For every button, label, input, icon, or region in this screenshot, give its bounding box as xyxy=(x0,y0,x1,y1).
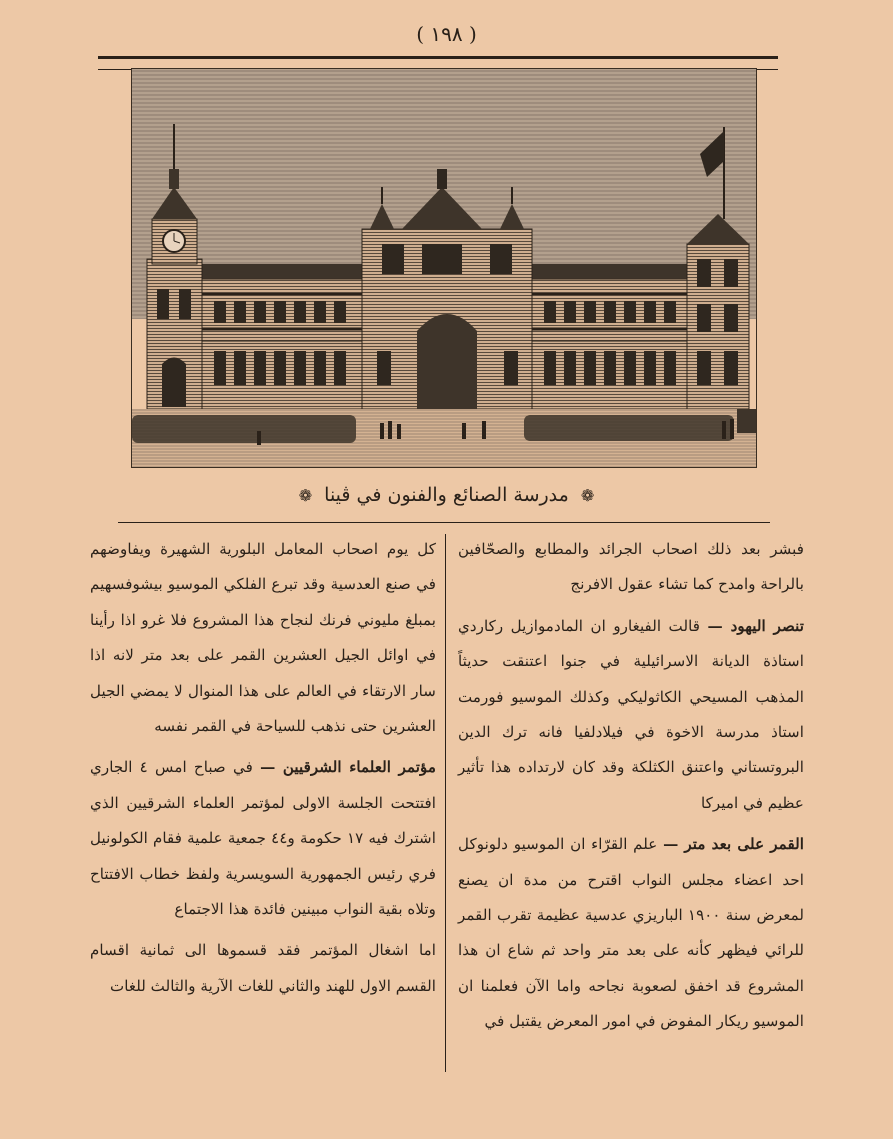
paragraph xyxy=(90,532,436,744)
caption-text: مدرسة الصنائع والفنون في ڤينا xyxy=(324,484,569,506)
paragraph-lead: تنصر اليهود — xyxy=(707,616,804,635)
paragraph xyxy=(458,532,804,603)
paragraph-text: في صباح امس ٤ الجاري افتتحت الجلسة الاولى لمؤتمر العلماء الشرقيين الذي اشترك فيه ١٧ حكومة و٤٤ جمعية علمية فقام الكولونيل فري رئيس الجمهورية السويسرية ولفظ خطاب الافتتاح وتلاه بقية النواب مبينين فائدة هذا الاجتماع xyxy=(90,758,436,919)
caption-ornament-left: ❁ xyxy=(298,486,313,505)
left-column xyxy=(90,532,436,1010)
paragraph-lead: مؤتمر العلماء الشرقيين — xyxy=(260,758,437,777)
paragraph xyxy=(458,827,804,1039)
page-number: ( ١٩٨ ) xyxy=(416,22,477,46)
engraving-caption xyxy=(0,484,893,506)
paragraph-text: كل يوم اصحاب المعامل البلورية الشهيرة ويفاوضهم في صنع العدسية وقد تبرع الفلكي الموسيو بيشوفسهيم بمبلغ مليوني فرنك لنجاح هذا المشروع فلا غرو اذا رأينا في اوائل الجيل العشرين القمر على بعد متر لانه اذا سار الارتقاء في العالم على هذا المنوال لا يمضي الجيل العشرين حتى نذهب للسياحة في القمر نفسه xyxy=(90,540,436,736)
paragraph xyxy=(90,750,436,927)
paragraph-text: فبشر بعد ذلك اصحاب الجرائد والمطابع والصحّافين بالراحة وامدح كما تشاء عقول الافرنج xyxy=(458,540,804,594)
paragraph xyxy=(90,933,436,1004)
school-of-arts-engraving xyxy=(131,68,757,468)
paragraph xyxy=(458,609,804,821)
caption-rule xyxy=(118,522,770,523)
paragraph-text: علم القرّاء ان الموسيو دلونوكل احد اعضاء مجلس النواب اقترح من مدة ان يصنع لمعرض سنة ١٩٠٠ الباريزي عدسية عظيمة تقرب القمر للرائي فيظهر كأنه على بعد متر واحد ثم شاع ان هذا المشروع قد اخفق لصعوبة نجاحه واما الآن فعلمنا ان الموسيو ريكار المفوض في امور المعرض يقتبل في xyxy=(458,835,804,1031)
column-divider xyxy=(445,534,446,1072)
paragraph-text: اما اشغال المؤتمر فقد قسموها الى ثمانية اقسام القسم الاول للهند والثاني للغات الآرية والثالث للغات xyxy=(90,941,436,995)
right-column xyxy=(458,532,804,1046)
paragraph-lead: القمر على بعد متر — xyxy=(663,835,804,854)
paragraph-text: قالت الفيغارو ان المادموازيل ركاردي استاذة الديانة الاسرائيلية في جنوا اعتنقت حديثاً المذهب المسيحي الكاثوليكي وكذلك الموسيو فورمت استاذ مدرسة الاخوة في فيلادلفيا فانه ترك الدين البروتستاني واعتنق الكثلكة وقد كان لارتداده هذا تأثير عظيم في اميركا xyxy=(458,616,804,812)
caption-ornament-right: ❁ xyxy=(580,486,595,505)
